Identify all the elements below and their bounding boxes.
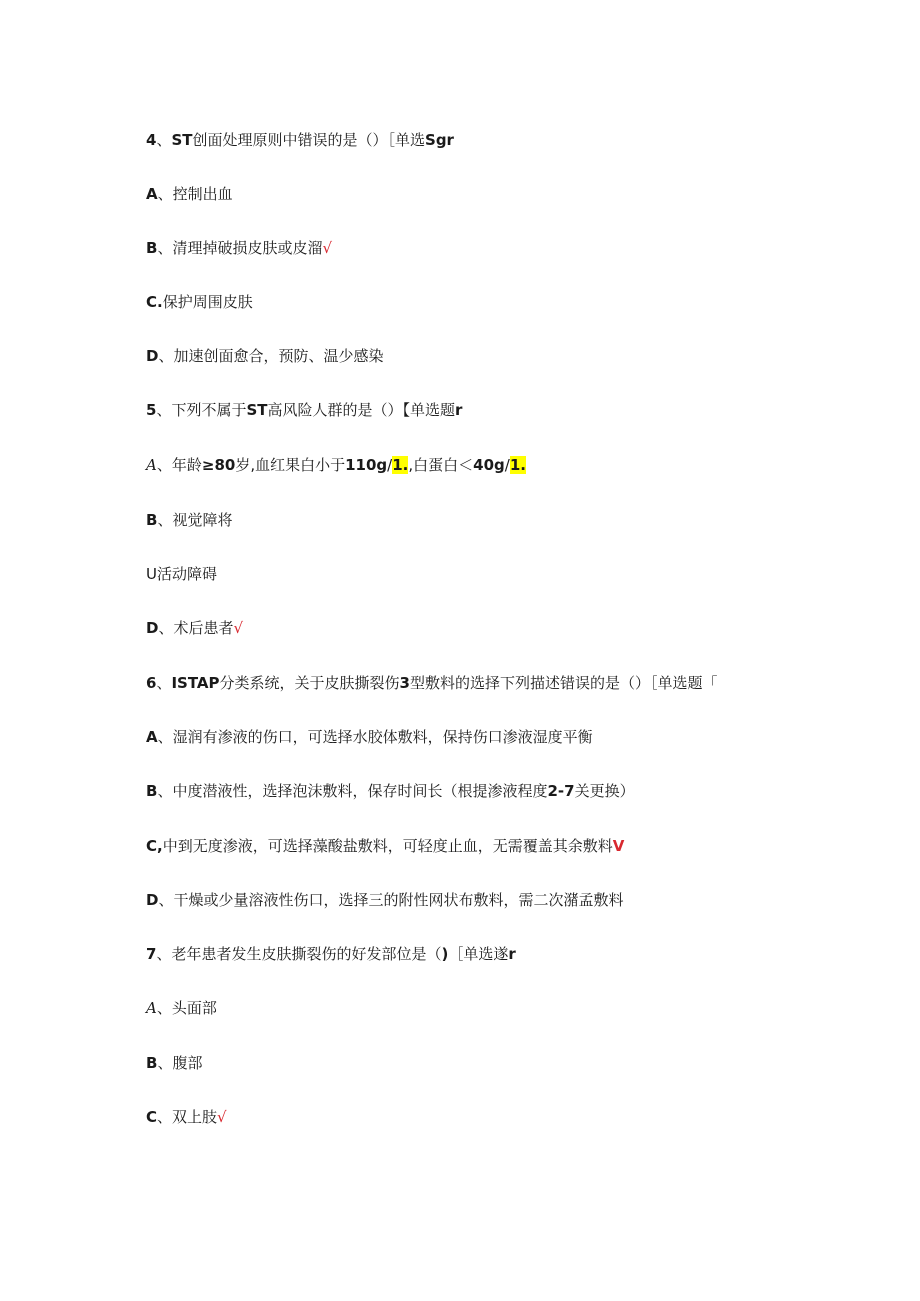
question-number: 7 — [146, 945, 157, 963]
option-text: ,白蛋白＜ — [408, 456, 474, 474]
separator: 、 — [157, 1108, 173, 1126]
option-text: 年龄 — [171, 456, 202, 474]
option-letter: C. — [146, 293, 163, 311]
separator: 、 — [157, 1054, 173, 1072]
option-text: 干燥或少量溶液性伤口，选择三的附性网状布敷料，需二次潴孟敷料 — [173, 891, 624, 909]
q4-option-b — [146, 238, 332, 258]
option-letter: B — [146, 782, 158, 800]
option-number: 2-7 — [547, 782, 575, 800]
q4-option-d — [146, 346, 383, 366]
question-5-title — [146, 400, 462, 420]
question-text: 老年患者发生皮肤撕裂伤的好发部位是（ — [171, 945, 442, 963]
q7-option-b — [146, 1053, 202, 1073]
option-letter: U — [146, 565, 157, 583]
question-text: 分类系统，关于皮肤撕裂伤 — [219, 674, 400, 692]
q7-option-a — [146, 998, 217, 1018]
question-4-title — [146, 130, 454, 150]
option-letter: B — [146, 511, 158, 529]
option-letter: A — [146, 728, 158, 746]
separator: 、 — [157, 728, 173, 746]
separator: 、 — [158, 619, 174, 637]
separator: 、 — [156, 131, 172, 149]
separator: 、 — [156, 999, 172, 1017]
question-tail: r — [508, 945, 516, 963]
q6-option-a — [146, 727, 593, 747]
option-text: 腹部 — [172, 1054, 203, 1072]
highlighted-text: 1. — [392, 456, 409, 474]
question-text: ［单选遂 — [448, 945, 509, 963]
question-number: 4 — [146, 131, 157, 149]
option-letter: D — [146, 619, 159, 637]
question-abbr: ST — [246, 401, 268, 419]
option-text: 头面部 — [171, 999, 217, 1017]
question-prefix: ST — [171, 131, 193, 149]
q4-option-c — [146, 292, 253, 312]
option-letter: A — [146, 456, 157, 474]
q5-option-b — [146, 510, 232, 530]
q6-option-b — [146, 781, 635, 801]
option-letter: D — [146, 347, 159, 365]
option-text: 术后患者 — [173, 619, 234, 637]
separator: 、 — [156, 674, 172, 692]
option-text: 控制出血 — [172, 185, 233, 203]
separator: 、 — [157, 239, 173, 257]
option-text: 清理掉破损皮肤或皮溜 — [172, 239, 323, 257]
option-text: 保护周围皮肤 — [162, 293, 253, 311]
option-text: 活动障碍 — [156, 565, 217, 583]
option-text: / — [504, 456, 510, 474]
question-prefix: ISTAP — [171, 674, 220, 692]
option-letter: B — [146, 1054, 158, 1072]
separator: 、 — [156, 945, 172, 963]
option-text: 岁,血红果白小于 — [235, 456, 346, 474]
option-text: 中到无度渗液，可选择藻酸盐敷料，可轻度止血，无需覆盖其余敷料 — [162, 837, 613, 855]
question-text: 型敷料的选择下列描述错误的是（）［单选题「 — [409, 674, 718, 692]
option-letter: A — [146, 185, 158, 203]
correct-check-mark: √ — [322, 239, 333, 257]
option-letter: C — [146, 1108, 158, 1126]
separator: 、 — [157, 782, 173, 800]
option-text: 视觉障将 — [172, 511, 233, 529]
option-number: ≥80 — [201, 456, 236, 474]
option-number: 110g — [345, 456, 388, 474]
correct-check-mark: √ — [233, 619, 244, 637]
question-number: 5 — [146, 401, 157, 419]
highlighted-text: 1. — [509, 456, 526, 474]
question-text: 创面处理原则中错误的是（）［单选 — [192, 131, 426, 149]
question-paren: ) — [441, 945, 449, 963]
option-text: 湿润有渗液的伤口，可选择水胶体敷料，保持伤口渗液湿度平衡 — [172, 728, 593, 746]
question-number: 6 — [146, 674, 157, 692]
option-letter: C, — [146, 837, 163, 855]
question-text: 下列不属于 — [171, 401, 247, 419]
correct-check-mark: √ — [217, 1108, 227, 1126]
option-text: / — [387, 456, 393, 474]
separator: 、 — [156, 456, 172, 474]
q5-option-c — [146, 564, 217, 584]
question-7-title — [146, 944, 516, 964]
option-number: 40g — [473, 456, 505, 474]
separator: 、 — [156, 401, 172, 419]
question-tail: Sgr — [425, 131, 454, 149]
option-letter: A — [146, 999, 157, 1017]
option-text: 中度潜液性，选择泡沫敷料，保存时间长（根提渗液程度 — [172, 782, 548, 800]
q7-option-c — [146, 1107, 227, 1127]
correct-check-mark: V — [612, 837, 625, 855]
separator: 、 — [158, 347, 174, 365]
q4-option-a — [146, 184, 233, 204]
option-letter: B — [146, 239, 158, 257]
option-text: 关更换） — [574, 782, 635, 800]
q6-option-d — [146, 890, 623, 910]
question-tail: r — [455, 401, 463, 419]
option-text: 加速创面愈合，预防、温少感染 — [173, 347, 384, 365]
question-text: 高风险人群的是（）【单选题 — [267, 401, 456, 419]
separator: 、 — [157, 511, 173, 529]
option-text: 双上肢 — [172, 1108, 218, 1126]
question-number-inline: 3 — [399, 674, 410, 692]
q6-option-c — [146, 836, 624, 856]
option-letter: D — [146, 891, 159, 909]
q5-option-a — [146, 455, 526, 475]
separator: 、 — [158, 891, 174, 909]
q5-option-d — [146, 618, 243, 638]
separator: 、 — [157, 185, 173, 203]
question-6-title — [146, 673, 717, 693]
